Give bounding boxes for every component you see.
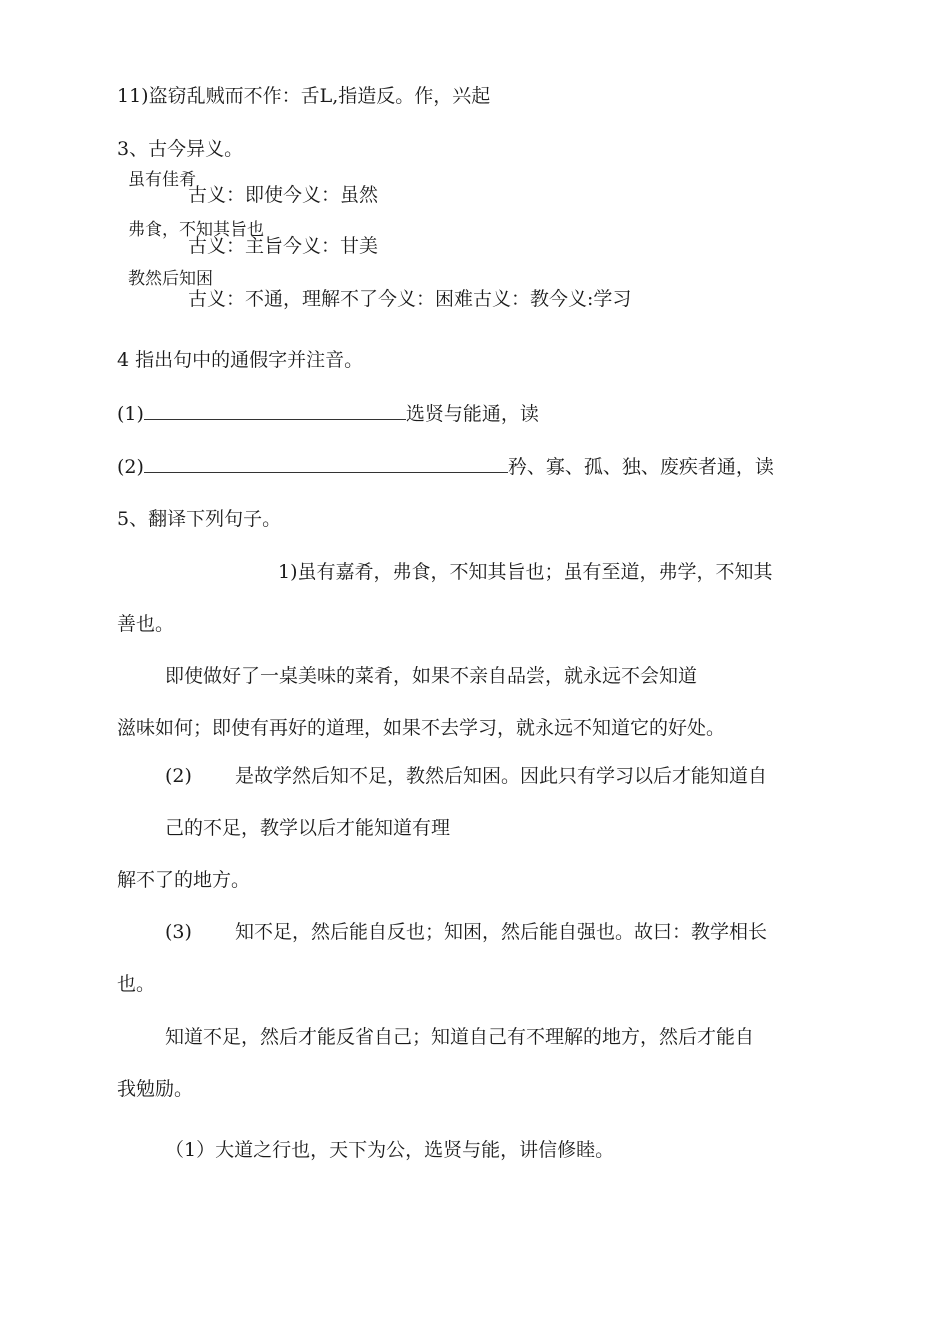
fill-blank-line <box>117 401 539 426</box>
text-line: 古义：不通，理解不了今义：困难古义：教今义:学习 <box>188 288 632 310</box>
item-number: (3) <box>165 921 192 943</box>
blank-suffix: 矜、寡、孤、独、废疾者通，读 <box>507 456 774 478</box>
fill-blank-line <box>117 454 774 479</box>
item-number: (2) <box>117 456 144 478</box>
text-line: 知不足，然后能自反也；知困，然后能自强也。故曰：教学相长 <box>235 921 768 943</box>
text-line: 1)虽有嘉肴，弗食，不知其旨也；虽有至道，弗学，不知其 <box>278 561 773 583</box>
text-line: 是故学然后知不足，教然后知困。因此只有学习以后才能知道自 <box>235 765 768 787</box>
blank-suffix: 选贤与能通，读 <box>405 403 539 425</box>
text-line: 也。 <box>117 973 156 995</box>
text-line: 己的不足，教学以后才能知道有理 <box>165 817 451 839</box>
text-line: 古义：主旨今义：甘美 <box>188 235 379 257</box>
item-number: (2) <box>165 765 192 787</box>
text-line: 解不了的地方。 <box>117 869 251 891</box>
item-number: (1) <box>117 403 144 425</box>
answer-blank <box>144 401 406 420</box>
text-line: 11)盗窃乱贼而不作：舌L,指造反。作，兴起 <box>117 85 491 107</box>
text-line: 滋味如何；即使有再好的道理，如果不去学习，就永远不知道它的好处。 <box>117 717 726 739</box>
text-line: 即使做好了一桌美味的菜肴，如果不亲自品尝，就永远不会知道 <box>165 665 698 687</box>
text-line: （1）大道之行也，天下为公，选贤与能，讲信修睦。 <box>165 1139 615 1161</box>
text-line: 知道不足，然后才能反省自己；知道自己有不理解的地方，然后才能自 <box>165 1026 755 1048</box>
text-line: 古义：即使今义：虽然 <box>188 184 379 206</box>
text-line: 善也。 <box>117 613 175 635</box>
text-line: 教然后知困 <box>128 269 213 289</box>
section-heading: 5、翻译下列句子。 <box>117 508 282 530</box>
text-line: 虽有佳肴 <box>128 170 196 190</box>
text-line: 弗食，不知其旨也 <box>128 220 264 240</box>
section-heading: 4 指出句中的通假字并注音。 <box>117 349 364 371</box>
text-line: 我勉励。 <box>117 1078 194 1100</box>
answer-blank <box>144 454 508 473</box>
section-heading: 3、古今异义。 <box>117 138 244 160</box>
